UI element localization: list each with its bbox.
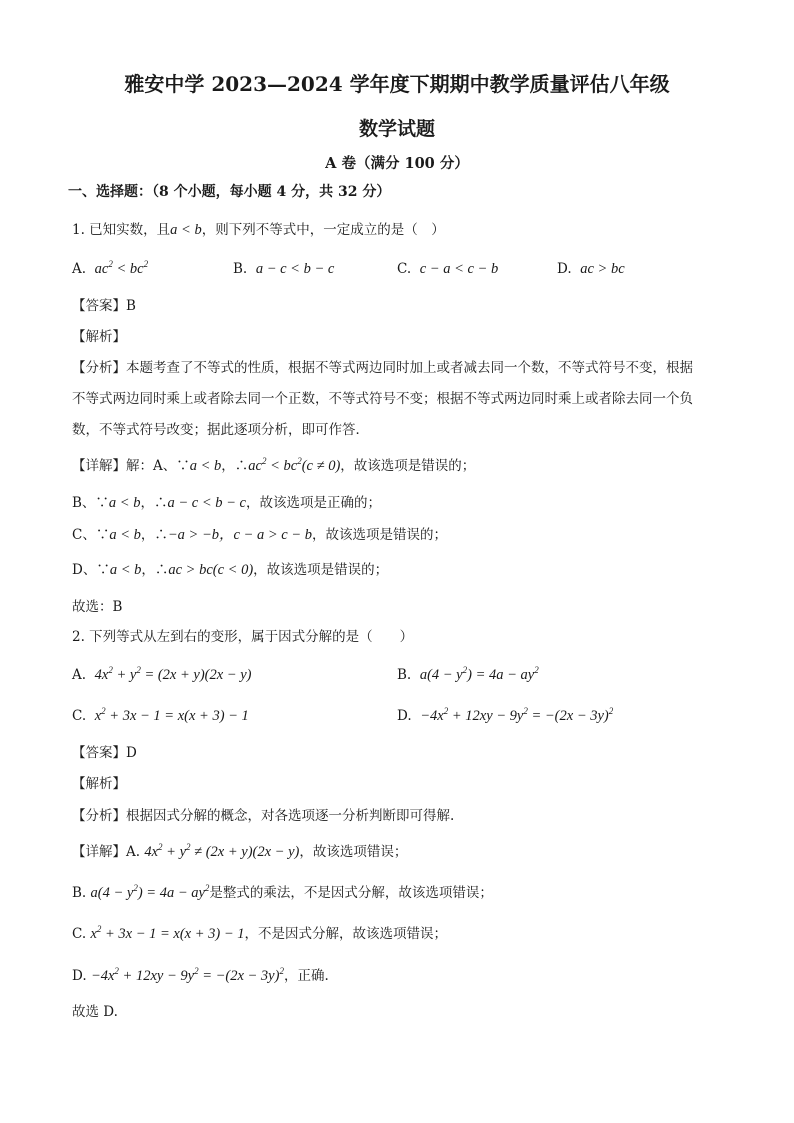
q1-detail-d-suffix: ，故该选项是错误的；	[253, 562, 389, 578]
q2-detail-a-math: $4x^2 + y^2 \ne (2x + y)(2x - y)$	[144, 842, 300, 860]
question-1-stem	[72, 220, 445, 240]
q1-option-d-math: ac > bc	[580, 261, 625, 277]
q2-option-b-math: $a(4 - y^2) = 4a - ay^2$	[419, 665, 539, 683]
q2-answer-tag: 【答案】	[72, 745, 126, 761]
q1-detail-a-math: a < b	[189, 458, 222, 474]
q1-analysis-tag: 【解析】	[72, 329, 126, 345]
q2-option-d-math: $-4x^2 + 12xy - 9y^2 = -(2x - 3y)^2$	[420, 706, 614, 724]
q1-analysis-line-2: 不等式两边同时乘上或者除去同一个正数，不等式符号不变；根据不等式两边同时乘上或者除去同一个负	[72, 391, 693, 407]
q2-option-a-label: A.	[72, 667, 87, 683]
q2-option-c-label: C.	[72, 708, 87, 724]
q1-option-c-math: c − a < c − b	[419, 261, 499, 277]
question-1-stem-math: a < b	[170, 222, 202, 238]
q1-option-b-math: a − c < b − c	[255, 261, 335, 277]
q1-detail-d-prefix: D、∵	[72, 562, 110, 578]
q2-detail-a	[72, 842, 407, 862]
q1-detail-c	[72, 525, 447, 545]
q2-option-b	[397, 665, 539, 685]
q1-detail-c-math2: −a > −b，c − a > c − b	[167, 527, 312, 543]
q2-detail-a-suffix: ，故该选项错误；	[299, 844, 408, 860]
q1-detail-d	[72, 560, 388, 580]
q2-detail-c-suffix: ，不是因式分解，故该选项错误；	[244, 926, 448, 942]
q1-option-c	[397, 259, 498, 279]
q2-option-a	[72, 665, 251, 685]
document-subtitle: 数学试题	[358, 118, 435, 140]
q1-detail-a-math2: $ac^2 < bc^2(c \ne 0)$	[248, 456, 341, 474]
q1-option-a-math: $ac^2 < bc^2$	[94, 259, 149, 277]
q2-analysis-tag: 【解析】	[72, 776, 126, 792]
document-title: 雅安中学 2023—2024 学年度下期期中教学质量评估八年级	[124, 72, 670, 96]
q1-detail-a-prefix: 【详解】解：A、∵	[72, 458, 190, 474]
q2-detail-d-suffix: ，正确.	[283, 968, 329, 984]
q2-detail-c-prefix: C.	[72, 926, 87, 942]
q1-analysis-line-1: 【分析】本题考查了不等式的性质，根据不等式两边同时加上或者减去同一个数，不等式符号不变，根据	[72, 360, 693, 376]
q1-detail-a	[72, 456, 475, 476]
q2-option-d	[397, 706, 613, 726]
paper-part-label: A 卷（满分 100 分）	[325, 155, 469, 172]
q1-detail-b-math: a < b	[108, 495, 141, 511]
q1-detail-c-math: a < b	[109, 527, 141, 543]
q1-option-d	[557, 259, 625, 279]
q1-detail-b-math2: a − c < b − c	[167, 495, 246, 511]
q1-option-a-label: A.	[72, 261, 87, 277]
q1-detail-d-mid: ，∴	[141, 562, 169, 578]
q2-answer-value: D	[126, 745, 137, 761]
q2-option-c-math: $x^2 + 3x - 1 = x(x + 3) - 1$	[94, 706, 249, 724]
q1-detail-c-suffix: ，故该选项是错误的；	[311, 527, 447, 543]
q1-answer-tag: 【答案】	[72, 298, 126, 314]
q1-answer	[72, 296, 136, 316]
question-2-stem: 2. 下列等式从左到右的变形，属于因式分解的是（ ）	[72, 629, 414, 645]
q2-option-c	[72, 706, 249, 726]
q1-analysis-line-3: 数，不等式符号改变；据此逐项分析，即可作答．	[72, 422, 369, 438]
question-1-stem-prefix: 1. 已知实数，且	[72, 222, 171, 238]
q2-detail-c-math: $x^2 + 3x - 1 = x(x + 3) - 1$	[90, 924, 245, 942]
q1-detail-b-prefix: B、∵	[72, 495, 109, 511]
q2-option-d-label: D.	[397, 708, 412, 724]
q1-option-a	[72, 259, 148, 279]
q2-analysis-line: 【分析】根据因式分解的概念，对各选项逐一分析判断即可得解.	[72, 808, 455, 824]
q2-detail-a-prefix: 【详解】A.	[72, 844, 141, 860]
q1-detail-d-math2: ac > bc(c < 0)	[168, 562, 254, 578]
q1-conclusion: 故选：B	[72, 599, 123, 615]
section-heading: 一、选择题：（8 个小题，每小题 4 分，共 32 分）	[68, 184, 391, 200]
q1-answer-value: B	[126, 298, 136, 314]
q1-detail-d-math: a < b	[109, 562, 142, 578]
q1-detail-c-mid: ，∴	[140, 527, 168, 543]
q2-detail-b	[72, 883, 493, 903]
q1-option-c-label: C.	[397, 261, 412, 277]
q2-conclusion: 故选 D.	[72, 1004, 118, 1020]
q1-detail-c-prefix: C、∵	[72, 527, 110, 543]
q2-detail-d	[72, 966, 329, 986]
q1-detail-b-mid: ，∴	[140, 495, 168, 511]
q1-option-b-label: B.	[233, 261, 248, 277]
q1-detail-b	[72, 493, 381, 513]
q1-detail-b-suffix: ，故该选项是正确的；	[245, 495, 381, 511]
q2-answer	[72, 743, 137, 763]
q2-option-b-label: B.	[397, 667, 412, 683]
question-1-stem-suffix: ，则下列不等式中，一定成立的是（ ）	[201, 222, 445, 238]
q2-detail-b-suffix: 是整式的乘法，不是因式分解，故该选项错误；	[209, 885, 493, 901]
q1-option-b	[233, 259, 334, 279]
q2-detail-d-math: $-4x^2 + 12xy - 9y^2 = -(2x - 3y)^2$	[90, 966, 284, 984]
q2-detail-d-prefix: D.	[72, 968, 87, 984]
q1-detail-a-mid: ，∴	[221, 458, 249, 474]
q2-option-a-math: $4x^2 + y^2 = (2x + y)(2x - y)$	[94, 665, 252, 683]
q2-detail-b-prefix: B.	[72, 885, 87, 901]
q1-detail-a-suffix: ，故该选项是错误的；	[340, 458, 476, 474]
q2-detail-c	[72, 924, 447, 944]
q2-detail-b-math: $a(4 - y^2) = 4a - ay^2$	[90, 883, 210, 901]
q1-option-d-label: D.	[557, 261, 572, 277]
